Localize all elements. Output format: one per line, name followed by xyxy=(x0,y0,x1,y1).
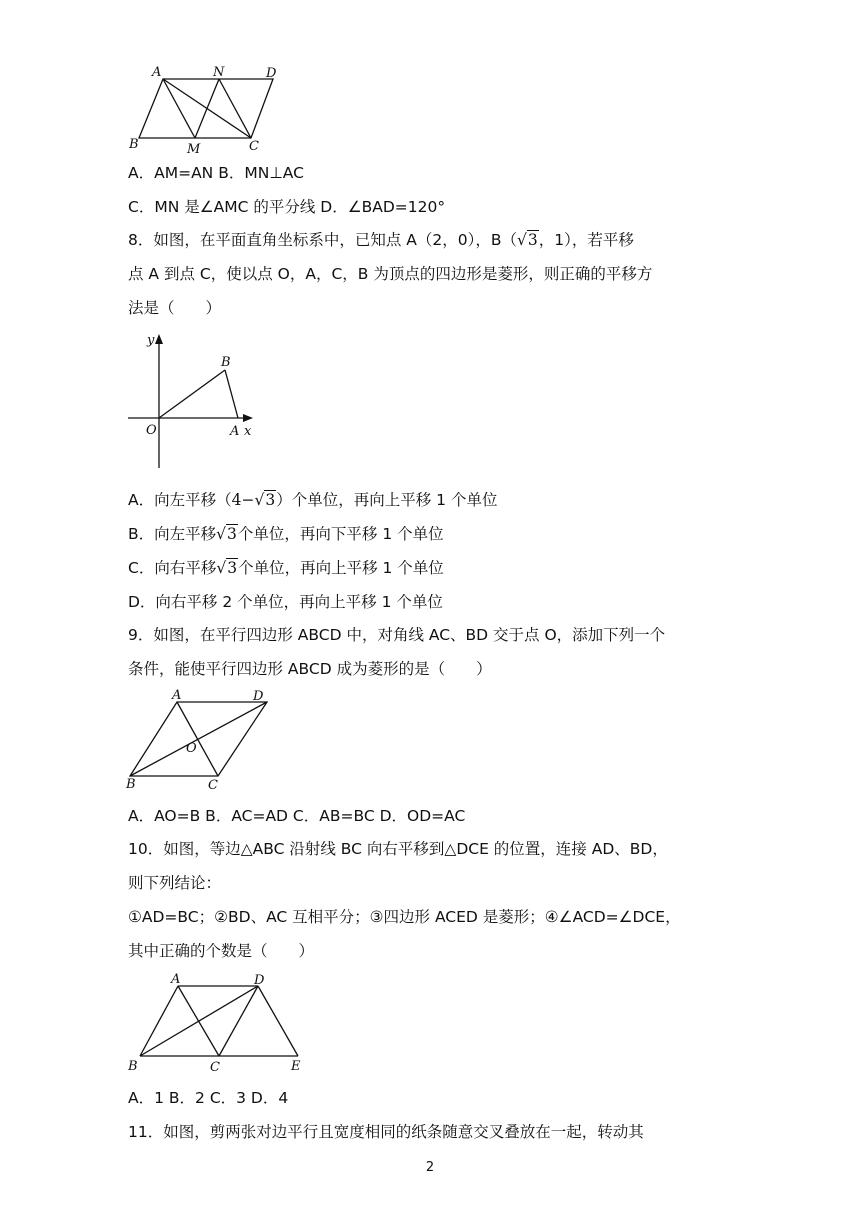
figure-q10-triangles xyxy=(122,970,312,1076)
label-B: B xyxy=(129,137,139,152)
figure-q7 xyxy=(125,62,295,157)
label-A: A xyxy=(172,688,182,703)
q7-options-line1: A．AM=AN B．MN⊥AC xyxy=(128,164,304,182)
q9-stem-line2: 条件，能使平行四边形 ABCD 成为菱形的是（ ） xyxy=(128,660,492,678)
q8-text-b: ，1），若平移 xyxy=(538,231,634,249)
label-M: M xyxy=(187,142,201,157)
label-B: B xyxy=(126,777,136,792)
label-E: E xyxy=(291,1059,301,1074)
label-D: D xyxy=(253,689,264,704)
label-A: A xyxy=(171,972,181,987)
q8-option-d: D．向右平移 2 个单位，再向上平移 1 个单位 xyxy=(128,593,443,611)
q11-stem-line1: 11．如图，剪两张对边平行且宽度相同的纸条随意交叉叠放在一起，转动其 xyxy=(128,1123,644,1141)
page-number: 2 xyxy=(425,1160,435,1175)
sqrt-symbol: √3 xyxy=(216,559,238,577)
sqrt-symbol: √3 xyxy=(254,491,276,509)
q10-stem-line2: 则下列结论： xyxy=(128,874,222,892)
label-N: N xyxy=(213,65,225,80)
q10-options: A．1 B．2 C．3 D．4 xyxy=(128,1089,289,1107)
figure-q9-parallelogram xyxy=(122,686,277,796)
label-C: C xyxy=(249,139,259,154)
expr-four-minus: 4− xyxy=(231,491,255,509)
q8-stem-line1 xyxy=(128,230,634,250)
q10-stem-line3: ①AD=BC；②BD、AC 互相平分；③四边形 ACED 是菱形；④∠ACD=∠DCE， xyxy=(128,908,681,926)
label-C: C xyxy=(208,778,218,793)
label-B: B xyxy=(128,1059,138,1074)
label-O: O xyxy=(146,423,157,438)
q10-stem-line1: 10．如图，等边△ABC 沿射线 BC 向右平移到△DCE 的位置，连接 AD、BD， xyxy=(128,840,668,858)
label-y: y xyxy=(147,333,155,348)
label-x: x xyxy=(244,424,252,439)
q9-options: A．AO=B B．AC=AD C．AB=BC D．OD=AC xyxy=(128,807,466,825)
label-D: D xyxy=(266,66,277,81)
label-B: B xyxy=(221,355,231,370)
q10-stem-line4: 其中正确的个数是（ ） xyxy=(128,942,315,960)
sqrt-symbol: √3 xyxy=(216,525,237,543)
q8-text-a: 8．如图，在平面直角坐标系中，已知点 A（2，0），B（ xyxy=(128,231,518,249)
label-A: A xyxy=(230,424,240,439)
q8-option-b: B．向左平移√3个单位，再向下平移 1 个单位 xyxy=(128,525,444,543)
q9-stem-line1: 9．如图，在平行四边形 ABCD 中，对角线 AC、BD 交于点 O，添加下列一个 xyxy=(128,626,666,644)
sqrt-symbol: √3 xyxy=(517,231,538,249)
figure-q8-coordinate-plane xyxy=(122,330,262,472)
q8-option-a: A．向左平移（4−√3）个单位，再向上平移 1 个单位 xyxy=(128,491,498,509)
q8-stem-line3: 法是（ ） xyxy=(128,299,222,317)
label-O: O xyxy=(186,741,197,756)
q8-option-c: C．向右平移√3个单位，再向上平移 1 个单位 xyxy=(128,559,444,577)
q7-options-line2: C．MN 是∠AMC 的平分线 D．∠BAD=120° xyxy=(128,198,446,216)
label-C: C xyxy=(210,1060,220,1075)
label-D: D xyxy=(254,973,265,988)
label-A: A xyxy=(152,65,162,80)
q8-stem-line2: 点 A 到点 C，使以点 O，A，C，B 为顶点的四边形是菱形，则正确的平移方 xyxy=(128,265,653,283)
